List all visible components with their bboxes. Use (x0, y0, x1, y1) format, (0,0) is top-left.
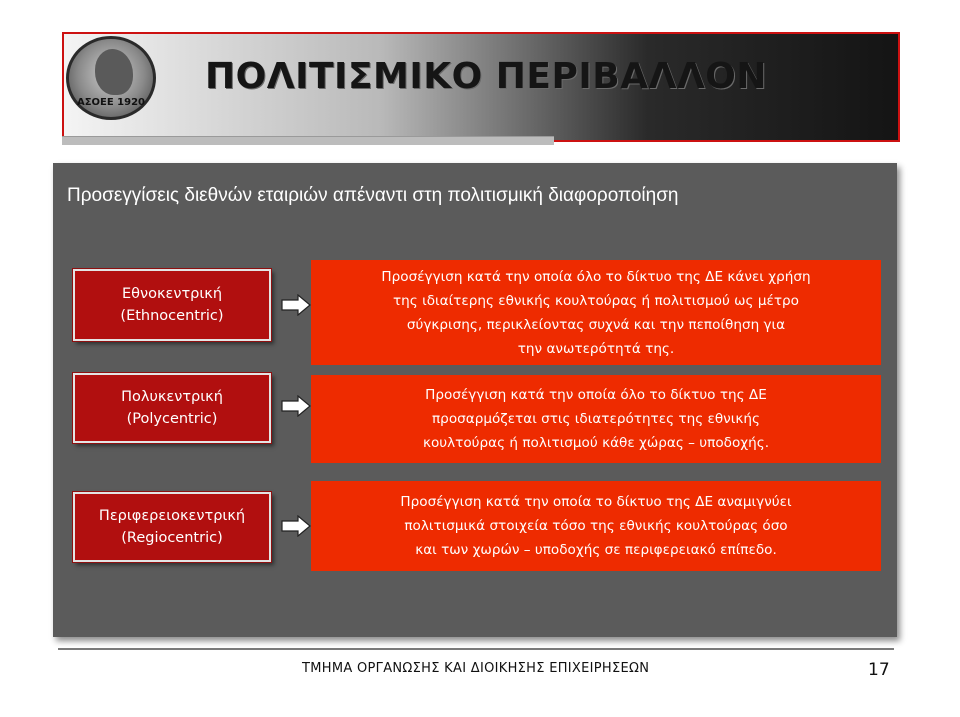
polycentric-label-box (73, 373, 271, 443)
right-arrow-icon (281, 515, 311, 537)
regiocentric-description-box (311, 481, 881, 571)
polycentric-label: Πολυκεντρική (Polycentric) (121, 389, 223, 427)
regiocentric-description: Προσέγγιση κατά την οποία το δίκτυο της ΔΕ αναμιγνύει πολιτισμικά στοιχεία τόσο της εθνικής κουλτούρας όσο και των χωρών – υποδοχής σε περιφερειακό επίπεδο. (400, 494, 792, 558)
page-title: ΠΟΛΙΤΙΣΜΙΚΟ ΠΕΡΙΒΑΛΛΟΝ (205, 56, 768, 97)
right-arrow-icon (281, 294, 311, 316)
logo-text: ΑΣΟΕΕ 1920 (76, 97, 146, 108)
content-panel (53, 163, 897, 637)
panel-subtitle: Προσεγγίσεις διεθνών εταιριών απέναντι στη πολιτισμική διαφοροποίηση (67, 185, 679, 206)
footer-department: ΤΜΗΜΑ ΟΡΓΑΝΩΣΗΣ ΚΑΙ ΔΙΟΙΚΗΣΗΣ ΕΠΙΧΕΙΡΗΣΕΩΝ (302, 661, 650, 676)
coin-head-icon (95, 49, 133, 95)
polycentric-description-box (311, 375, 881, 463)
university-logo (66, 36, 156, 120)
right-arrow-icon (281, 395, 311, 417)
footer-divider (58, 648, 894, 650)
polycentric-description: Προσέγγιση κατά την οποία όλο το δίκτυο της ΔΕ προσαρμόζεται στις ιδιατερότητες της εθνικής κουλτούρας ή πολιτισμού κάθε χώρας – υποδοχής. (422, 387, 770, 451)
page-number: 17 (868, 660, 890, 680)
ethnocentric-description: Προσέγγιση κατά την οποία όλο το δίκτυο της ΔΕ κάνει χρήση της ιδιαίτερης εθνικής κουλτούρας ή πολιτισμού ως μέτρο σύγκρισης, περικλείοντας συχνά και την πεποίθηση για την ανωτερότητά της. (381, 268, 811, 357)
regiocentric-label: Περιφερειοκεντρική (Regiocentric) (98, 508, 246, 546)
ethnocentric-label-box (73, 269, 271, 341)
ethnocentric-description-box (311, 260, 881, 365)
regiocentric-label-box (73, 492, 271, 562)
ethnocentric-label: Εθνοκεντρική (Ethnocentric) (120, 286, 224, 324)
title-underline (62, 136, 554, 145)
